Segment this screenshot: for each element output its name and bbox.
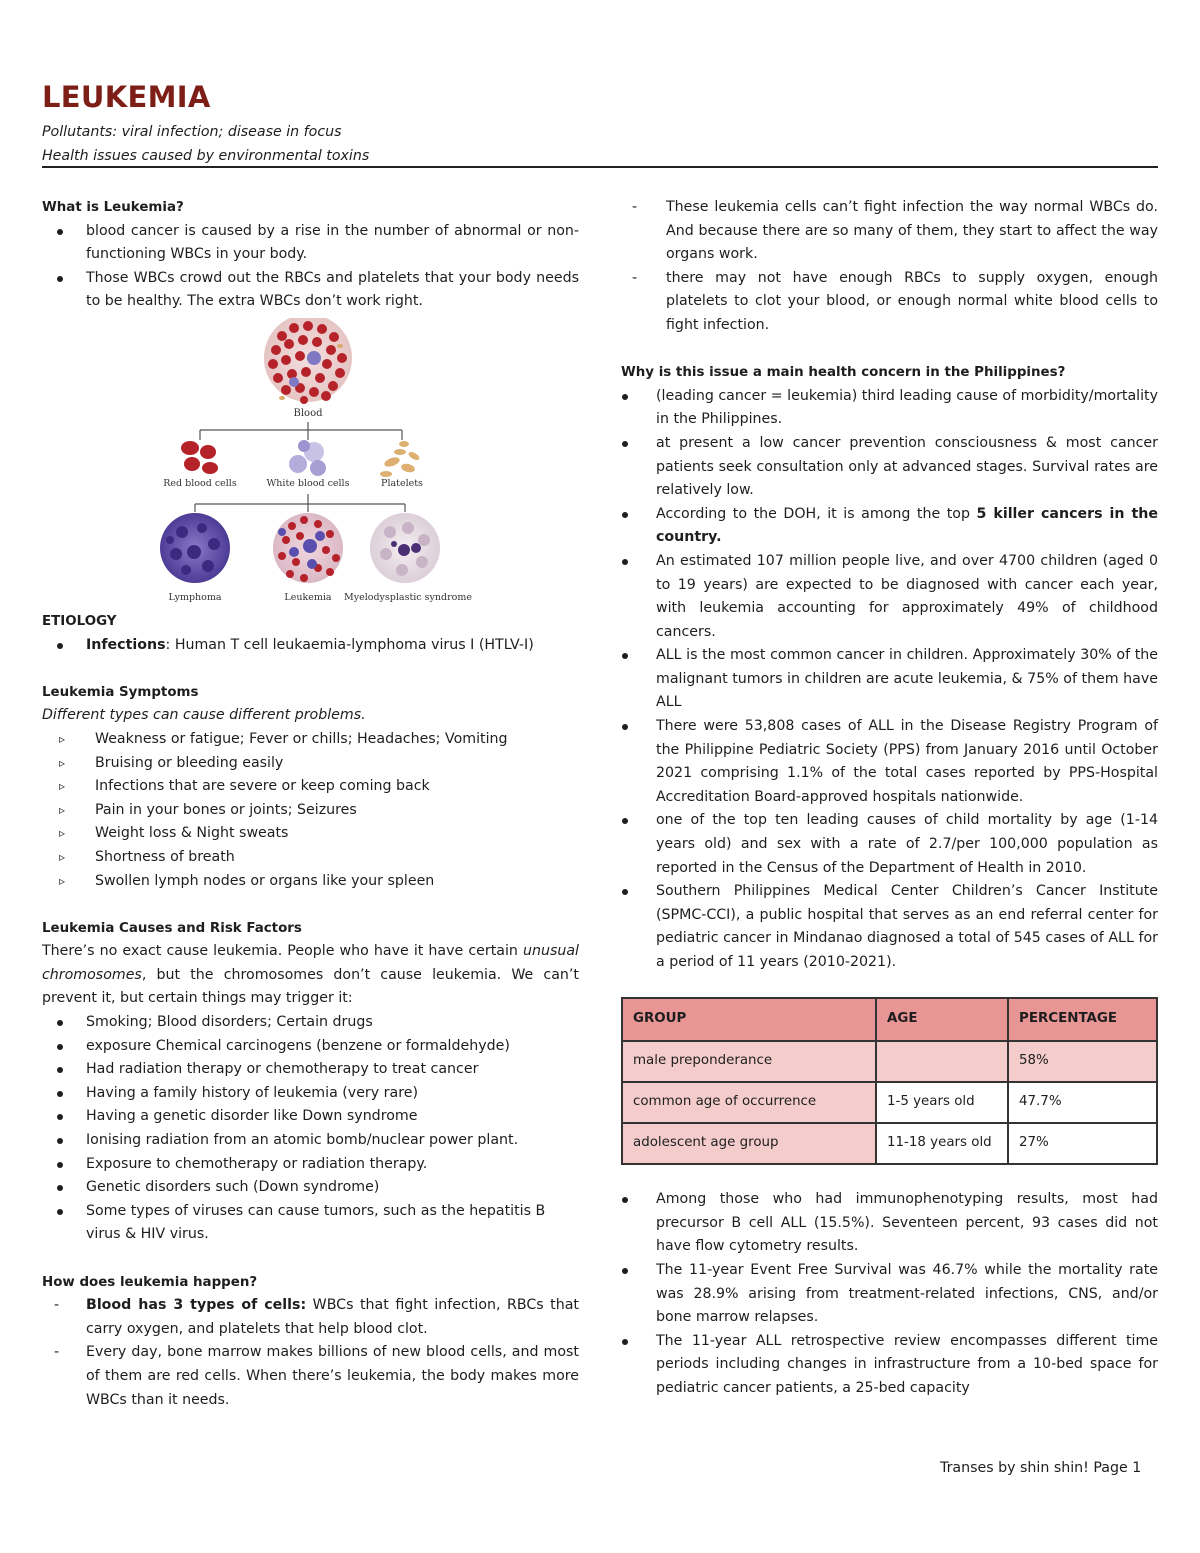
list-item: ▹ Swollen lymph nodes or organs like your spleen: [42, 870, 579, 894]
table-row: [622, 1123, 1157, 1164]
blood-label: Blood: [293, 407, 323, 419]
list-item: [621, 503, 1158, 550]
list-item: The 11-year ALL retrospective review encompasses different time periods including changes in infrastructure from a 10-bed space for pediatric cancer patients, a 25-bed capacity: [621, 1330, 1158, 1401]
myelodysplastic-syndrome-icon: [370, 513, 440, 583]
list-item: ▹ Infections that are severe or keep coming back: [42, 775, 579, 799]
table-cell: 27%: [1008, 1123, 1157, 1164]
list-item: An estimated 107 million people live, and over 4700 children (aged 0 to 19 years) are expected to be diagnosed with cancer each year, with leukemia accounting for approximately 49% of childhood cancers.: [621, 550, 1158, 644]
table-header-cell: AGE: [876, 998, 1008, 1041]
list-item: [42, 1294, 579, 1341]
list-item: ALL is the most common cancer in children. Approximately 30% of the malignant tumors in children are acute leukemia, & 75% of them have ALL: [621, 644, 1158, 715]
red-blood-cells-label: Red blood cells: [163, 477, 237, 489]
table-cell: common age of occurrence: [622, 1082, 876, 1123]
list-item: at present a low cancer prevention consciousness & most cancer patients seek consultation only at advanced stages. Survival rates are relatively low.: [621, 432, 1158, 503]
list-item: Those WBCs crowd out the RBCs and platelets that your body needs to be healthy. The extra WBCs don’t work right.: [42, 267, 579, 314]
list-item: one of the top ten leading causes of child mortality by age (1-14 years old) and sex with a rate of 2.7/per 100,000 population as reported in the Census of the Department of Health in 2010.: [621, 809, 1158, 880]
list-item: Having a family history of leukemia (very rare): [42, 1082, 579, 1106]
table-cell: 58%: [1008, 1041, 1157, 1082]
causes-intro: [42, 940, 579, 1011]
list-item: Smoking; Blood disorders; Certain drugs: [42, 1011, 579, 1035]
leukemia-icon: [273, 513, 343, 583]
how-item1-text: WBCs that fight infection, RBCs that carry oxygen, and platelets that help blood clot.: [86, 1297, 579, 1337]
lymphoma-label: Lymphoma: [168, 591, 222, 603]
symptoms-heading: Leukemia Symptoms: [42, 684, 199, 700]
list-item: - These leukemia cells can’t fight infection the way normal WBCs do. And because there are so many of them, they start to affect the way organs work.: [621, 196, 1158, 267]
symptoms-intro: Different types can cause different problems.: [42, 707, 366, 724]
what-is-heading: What is Leukemia?: [42, 200, 184, 215]
platelets-icon: [380, 441, 421, 477]
list-item: Genetic disorders such (Down syndrome): [42, 1176, 579, 1200]
blood-cells-figure: [42, 318, 579, 604]
myelodysplastic-label: Myelodysplastic syndrome: [344, 591, 472, 603]
table-cell: male preponderance: [622, 1041, 876, 1082]
list-item: exposure Chemical carcinogens (benzene or formaldehyde): [42, 1035, 579, 1059]
page-footer: Transes by shin shin! Page 1: [940, 1460, 1142, 1476]
header-divider: [42, 166, 1158, 168]
white-blood-cells-icon: [289, 440, 326, 476]
table-cell: [876, 1041, 1008, 1082]
age-group-table: [621, 997, 1158, 1165]
list-item: There were 53,808 cases of ALL in the Disease Registry Program of the Philippine Pediatric Society (PPS) from January 2016 until October 2021 comprising 1.1% of the total cases reported by PPS-Hospital Accreditation Board-approved hospitals nationwide.: [621, 715, 1158, 809]
list-item: (leading cancer = leukemia) third leading cause of morbidity/mortality in the Philippines.: [621, 385, 1158, 432]
right-column: [621, 196, 1158, 1401]
philippines-item3-text: According to the DOH, it is among the top: [656, 505, 977, 522]
table-cell: adolescent age group: [622, 1123, 876, 1164]
how-list: [42, 1294, 579, 1412]
list-item: The 11-year Event Free Survival was 46.7% while the mortality rate was 28.9% arising from treatment-related infections, CNS, and/or bone marrow relapses.: [621, 1259, 1158, 1330]
list-item: - there may not have enough RBCs to supply oxygen, enough platelets to clot your blood, or enough normal white blood cells to fight infection.: [621, 267, 1158, 338]
left-column: [42, 196, 579, 1412]
subtitle-health-issues: Health issues caused by environmental toxins: [42, 148, 370, 164]
list-item: ▹ Weight loss & Night sweats: [42, 822, 579, 846]
list-item: Ionising radiation from an atomic bomb/nuclear power plant.: [42, 1129, 579, 1153]
etiology-text: : Human T cell leukaemia-lymphoma virus I (HTLV-I): [165, 636, 534, 653]
symptoms-list: [42, 728, 579, 893]
subtitle-pollutants: Pollutants: viral infection; disease in focus: [42, 124, 342, 140]
etiology-heading: ETIOLOGY: [42, 613, 117, 629]
list-item: Exposure to chemotherapy or radiation therapy.: [42, 1153, 579, 1177]
list-item: Having a genetic disorder like Down syndrome: [42, 1105, 579, 1129]
document-title: LEUKEMIA: [42, 80, 211, 114]
table-row: [622, 1082, 1157, 1123]
table-cell: 11-18 years old: [876, 1123, 1008, 1164]
after-table-list: [621, 1188, 1158, 1400]
table-header-cell: GROUP: [622, 998, 876, 1041]
etiology-bold: Infections: [86, 636, 166, 653]
list-item: [42, 634, 579, 658]
etiology-list: [42, 634, 579, 658]
lymphoma-icon: [160, 513, 230, 583]
philippines-list: [621, 385, 1158, 975]
how-heading: How does leukemia happen?: [42, 1274, 258, 1290]
list-item: ▹ Pain in your bones or joints; Seizures: [42, 799, 579, 823]
how-continued-list: [621, 196, 1158, 338]
list-item: Southern Philippines Medical Center Children’s Cancer Institute (SPMC-CCI), a public hospital that serves as an end referral center for pediatric cancer in Mindanao diagnosed a total of 545 cases of ALL for a period of 11 years (2010-2021).: [621, 880, 1158, 974]
how-item1-bold: Blood has 3 types of cells:: [86, 1297, 307, 1314]
blood-sample-icon: [264, 318, 352, 404]
list-item: Among those who had immunophenotyping results, most had precursor B cell ALL (15.5%). Seventeen percent, 93 cases did not have flow cytometry results.: [621, 1188, 1158, 1259]
list-item: ▹ Shortness of breath: [42, 846, 579, 870]
list-item: ▹ Weakness or fatigue; Fever or chills; Headaches; Vomiting: [42, 728, 579, 752]
table-row: [622, 1041, 1157, 1082]
list-item: ▹ Bruising or bleeding easily: [42, 752, 579, 776]
list-item: Some types of viruses can cause tumors, such as the hepatitis B virus & HIV virus.: [42, 1200, 579, 1247]
philippines-item3-bold: 5 killer cancers in the country.: [656, 505, 1158, 546]
list-item: Had radiation therapy or chemotherapy to treat cancer: [42, 1058, 579, 1082]
causes-heading: Leukemia Causes and Risk Factors: [42, 920, 302, 936]
table-header-row: [622, 998, 1157, 1041]
what-is-list: [42, 220, 579, 314]
causes-intro-b: , but the chromosomes don’t cause leukemia. We can’t prevent it, but certain things may trigger it:: [42, 966, 579, 1007]
blood-cells-diagram: [42, 318, 579, 604]
philippines-heading: Why is this issue a main health concern in the Philippines?: [621, 365, 1066, 381]
leukemia-label: Leukemia: [284, 591, 332, 603]
red-blood-cells-icon: [181, 441, 218, 474]
platelets-label: Platelets: [381, 477, 423, 489]
causes-intro-a: There’s no exact cause leukemia. People who have it have certain: [42, 943, 523, 960]
causes-intro-italic: unusual chromosomes: [42, 943, 579, 983]
list-item: blood cancer is caused by a rise in the number of abnormal or non-functioning WBCs in your body.: [42, 220, 579, 267]
table-cell: 47.7%: [1008, 1082, 1157, 1123]
table-cell: 1-5 years old: [876, 1082, 1008, 1123]
table-header-cell: PERCENTAGE: [1008, 998, 1157, 1041]
list-item: - Every day, bone marrow makes billions of new blood cells, and most of them are red cells. When there’s leukemia, the body makes more WBCs than it needs.: [42, 1341, 579, 1412]
causes-list: [42, 1011, 579, 1247]
white-blood-cells-label: White blood cells: [266, 477, 350, 489]
